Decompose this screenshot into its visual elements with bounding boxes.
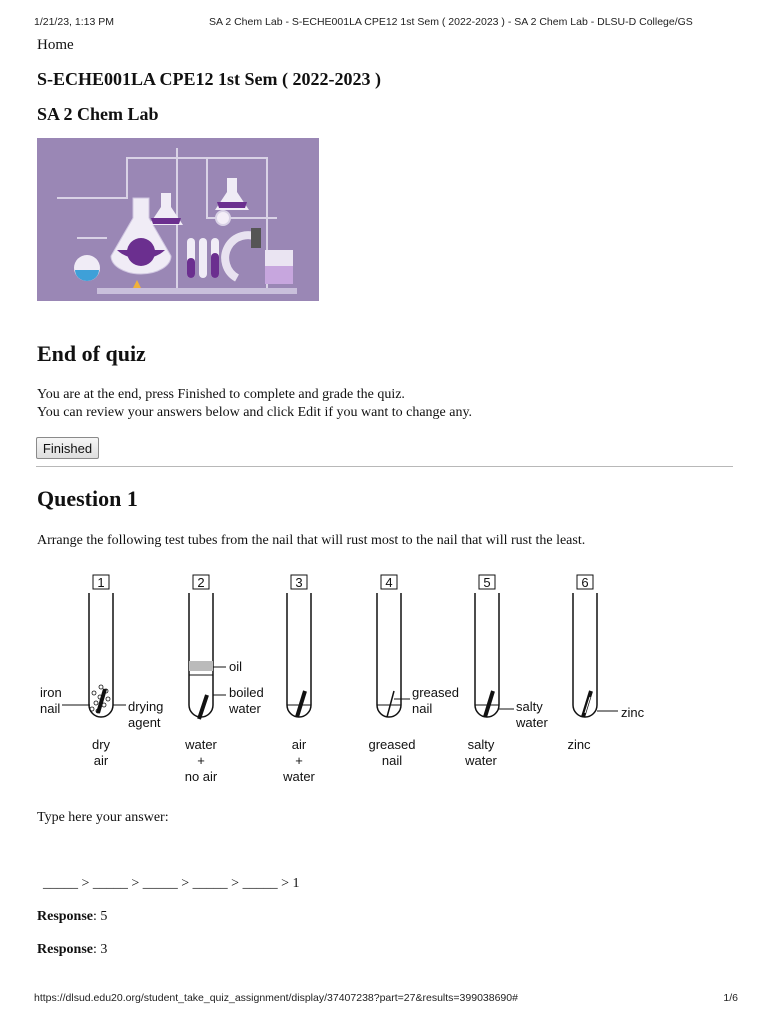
answer-label: Type here your answer: (37, 810, 169, 825)
svg-text:+: + (295, 753, 303, 768)
svg-text:no air: no air (184, 769, 218, 784)
boiled-water-label: boiled (229, 685, 264, 700)
tube-6 (567, 575, 644, 752)
tube-5 (464, 575, 548, 768)
response-value: 3 (100, 942, 108, 957)
svg-text:4: 4 (385, 575, 393, 590)
svg-text:+: + (197, 753, 205, 768)
greased-nail-label: greased (412, 685, 459, 700)
response-label: Response (37, 909, 94, 924)
lab-title: SA 2 Chem Lab (37, 104, 159, 124)
salty-water-label: salty (516, 699, 543, 714)
svg-text:2: 2 (197, 575, 205, 590)
svg-text:air: air (93, 753, 109, 768)
response-2: Response: 3 (37, 942, 108, 957)
response-label: Response (37, 942, 94, 957)
svg-text:zinc: zinc (567, 737, 591, 752)
svg-text:water: water (516, 715, 548, 730)
tube-3 (282, 575, 315, 784)
rust-experiment-figure (34, 565, 674, 790)
svg-text:nail: nail (40, 701, 61, 716)
svg-text:nail: nail (381, 753, 403, 768)
svg-text:water: water (283, 769, 315, 784)
tube-number: 1 (97, 575, 105, 590)
svg-text:water: water (229, 701, 261, 716)
svg-text:6: 6 (581, 575, 589, 590)
end-of-quiz-heading: End of quiz (37, 341, 146, 366)
svg-text:water: water (465, 753, 497, 768)
print-page-number: 1/6 (723, 992, 738, 1004)
svg-text:agent: agent (128, 715, 161, 730)
course-title: S-ECHE001LA CPE12 1st Sem ( 2022-2023 ) (37, 69, 382, 89)
print-page-title: SA 2 Chem Lab - S-ECHE001LA CPE12 1st Sem ( 2022-2023 ) - SA 2 Chem Lab - DLSU-D College/GS (209, 16, 693, 28)
end-quiz-instruction-1: You are at the end, press Finished to complete and grade the quiz. (37, 387, 405, 402)
tube-4 (369, 575, 459, 768)
svg-text:5: 5 (483, 575, 491, 590)
answer-template: _____ > _____ > _____ > _____ > _____ > 1 (43, 876, 300, 891)
svg-text:nail: nail (412, 701, 433, 716)
drying-agent-label: drying (128, 699, 164, 714)
tube-1 (40, 575, 163, 768)
svg-text:water: water (185, 737, 217, 752)
section-divider (36, 466, 733, 467)
question-heading: Question 1 (37, 486, 138, 511)
end-quiz-instruction-2: You can review your answers below and click Edit if you want to change any. (37, 405, 473, 420)
iron-nail-label: iron (40, 685, 62, 700)
svg-text:3: 3 (295, 575, 303, 590)
tube-label: dry (91, 737, 111, 752)
tube-2 (184, 575, 264, 784)
zinc-label: zinc (621, 705, 645, 720)
svg-text:air: air (291, 737, 307, 752)
svg-text:salty: salty (467, 737, 495, 752)
chemistry-lab-banner-image (37, 138, 319, 301)
home-link[interactable]: Home (37, 37, 74, 53)
svg-text:greased: greased (368, 737, 416, 752)
print-url: https://dlsud.edu20.org/student_take_quiz_assignment/display/37407238?part=27&results=399038690# (34, 992, 518, 1004)
response-value: 5 (100, 909, 108, 924)
print-timestamp: 1/21/23, 1:13 PM (34, 16, 114, 28)
finished-button[interactable]: Finished (36, 437, 99, 459)
question-prompt: Arrange the following test tubes from the nail that will rust most to the nail that will rust the least. (37, 533, 586, 548)
oil-label: oil (229, 659, 243, 674)
response-1: Response: 5 (37, 909, 108, 924)
